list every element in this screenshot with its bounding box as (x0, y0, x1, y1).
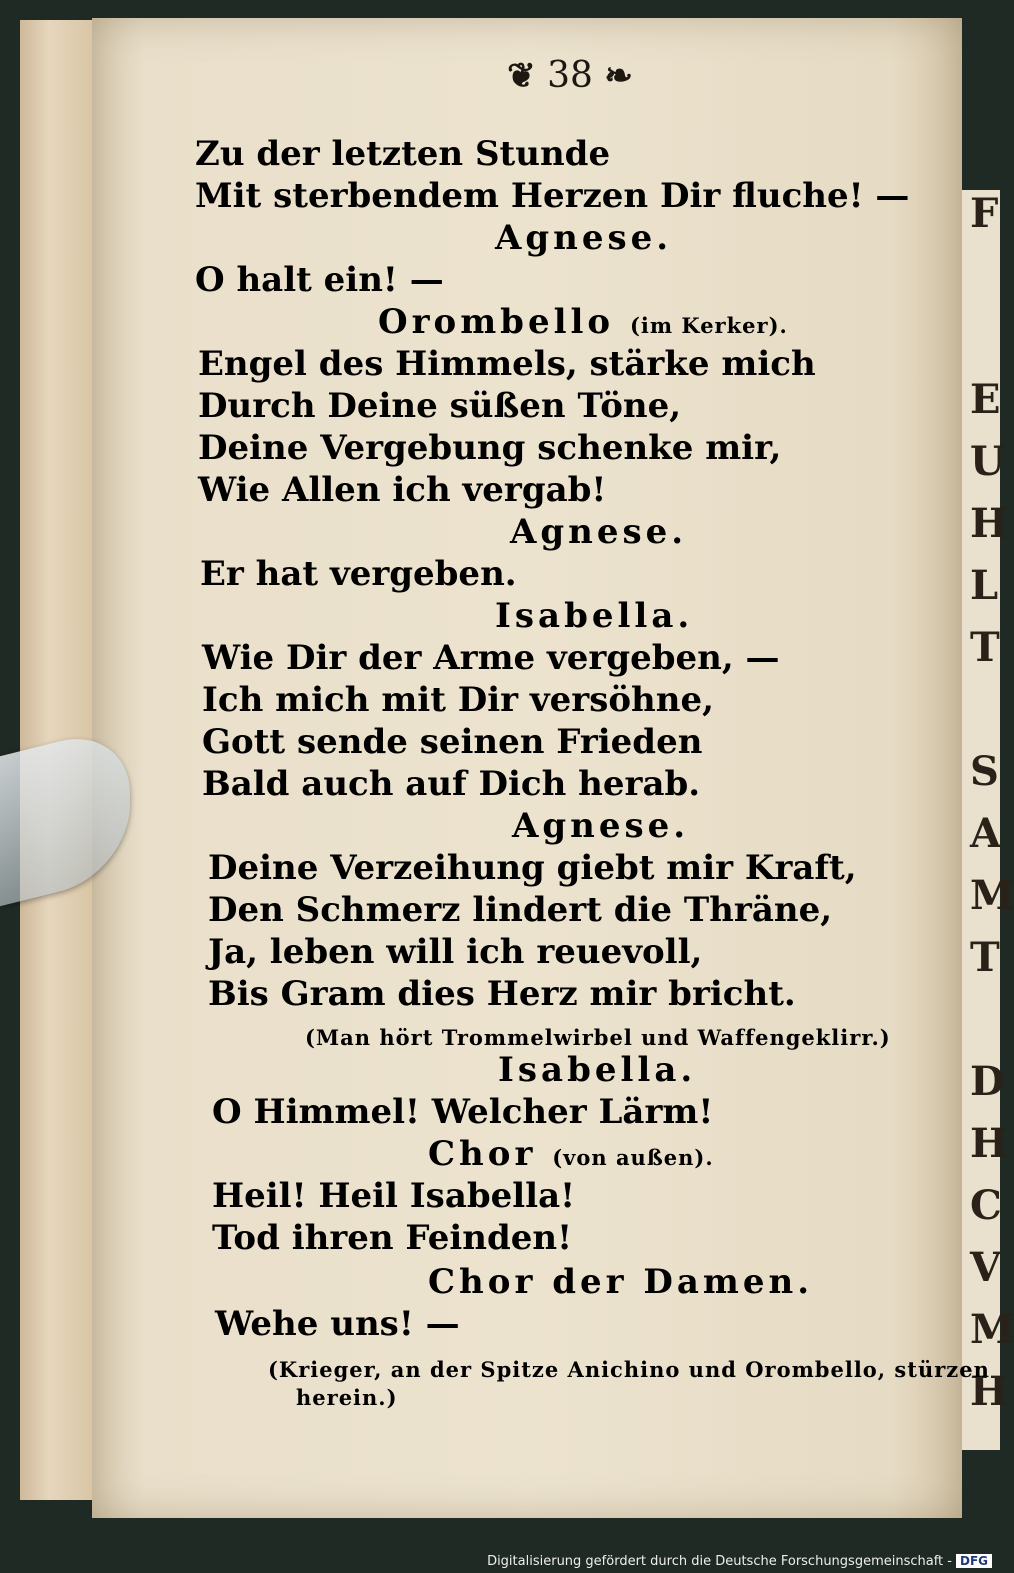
stage-direction: (im Kerker). (629, 313, 788, 338)
stage-direction: (von außen). (552, 1145, 714, 1170)
speaker-name: Orombello (im Kerker). (378, 302, 788, 342)
speaker-name: Chor (von außen). (428, 1134, 714, 1174)
text-line: O halt ein! — (195, 260, 444, 300)
text-line: Mit sterbendem Herzen Dir fluche! — (195, 176, 910, 216)
text-line: Tod ihren Feinden! (212, 1218, 573, 1258)
text-line: Zu der letzten Stunde (195, 134, 611, 174)
text-line: Bald auch auf Dich herab. (202, 764, 701, 804)
text-line: Deine Vergebung schenke mir, (198, 428, 782, 468)
text-line: Den Schmerz lindert die Thräne, (208, 890, 833, 930)
text-line: Ja, leben will ich reuevoll, (208, 932, 703, 972)
stage-direction: herein.) (296, 1385, 398, 1410)
text-line: Ich mich mit Dir versöhne, (202, 680, 714, 720)
ornament-left-icon: ❦ (507, 56, 536, 96)
speaker-name: Chor der Damen. (428, 1262, 814, 1302)
text-line: Gott sende seinen Frieden (202, 722, 703, 762)
text-line: Wie Allen ich vergab! (198, 470, 607, 510)
text-line: Heil! Heil Isabella! (212, 1176, 576, 1216)
facing-page-edge: F E U H L T S A M T D H C V M H (962, 190, 1000, 1450)
speaker-name: Agnese. (510, 512, 688, 552)
stage-direction: (Krieger, an der Spitze Anichino und Orombello, stürzen (268, 1357, 990, 1382)
speaker-name: Isabella. (495, 596, 694, 636)
digitization-credit: Digitalisierung gefördert durch die Deutsche Forschungsgemeinschaft - DFG (487, 1554, 992, 1569)
stage-direction: (Man hört Trommelwirbel und Waffengeklirr.) (305, 1025, 891, 1050)
page-header (480, 55, 660, 96)
text-line: Wehe uns! — (215, 1304, 460, 1344)
text-line: Durch Deine süßen Töne, (198, 386, 682, 426)
page-number: 38 (547, 55, 593, 96)
text-line: Er hat vergeben. (200, 554, 517, 594)
text-line: Engel des Himmels, stärke mich (198, 344, 816, 384)
text-line: O Himmel! Welcher Lärm! (212, 1092, 714, 1132)
text-line: Wie Dir der Arme vergeben, — (202, 638, 780, 678)
ornament-right-icon: ❧ (604, 56, 633, 96)
speaker-name: Agnese. (512, 806, 690, 846)
text-line: Deine Verzeihung giebt mir Kraft, (208, 848, 857, 888)
speaker-name: Isabella. (498, 1050, 697, 1090)
dfg-logo: DFG (956, 1554, 992, 1568)
text-line: Bis Gram dies Herz mir bricht. (208, 974, 796, 1014)
speaker-name: Agnese. (495, 218, 673, 258)
